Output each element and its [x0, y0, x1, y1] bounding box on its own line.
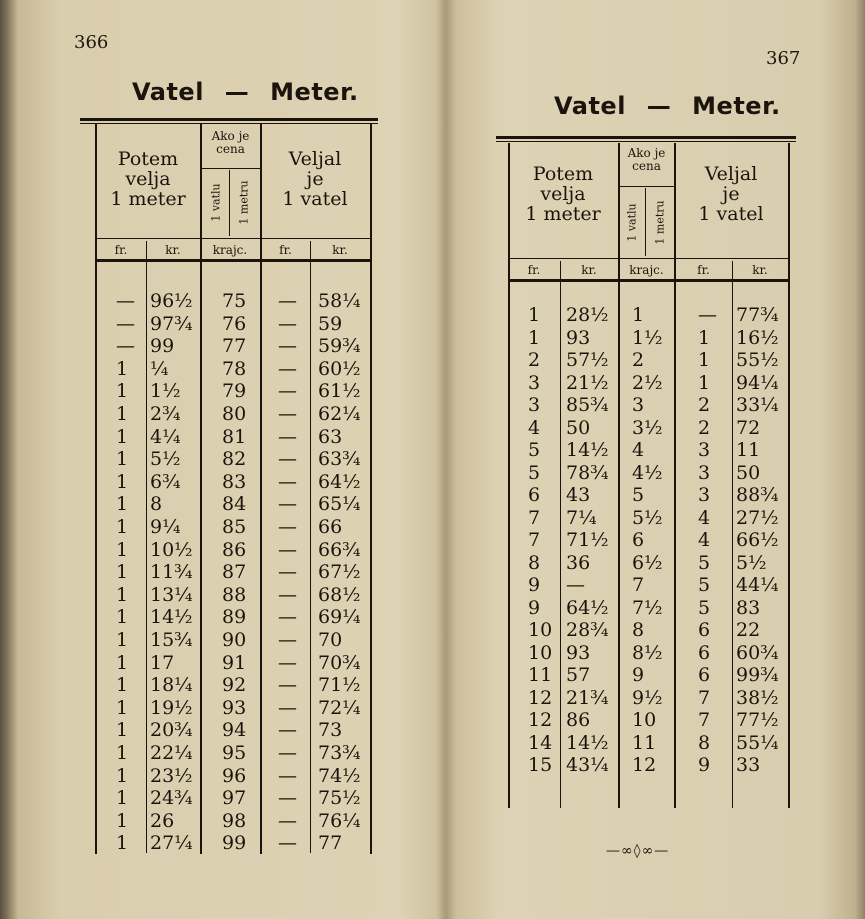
title-left: Vatel [132, 78, 204, 106]
table-cell: 11 [736, 439, 761, 461]
table-cell: 7½ [632, 596, 663, 619]
table-cell: 15 [528, 754, 553, 776]
table-cell: — [278, 357, 297, 380]
table-cell: 83 [736, 596, 761, 619]
table-cell: 19½ [150, 696, 193, 719]
table-cell: — [116, 312, 135, 335]
table-cell: 77 [318, 832, 343, 855]
table-cell: 12 [632, 754, 657, 776]
table-cell: 71½ [318, 674, 361, 697]
table-cell: 43¼ [566, 754, 609, 776]
table-cell: 99¾ [736, 664, 779, 686]
table-cell: 93 [566, 326, 591, 349]
table-cell: 15¾ [150, 629, 193, 651]
table-cell: 4 [528, 416, 541, 439]
right-page [446, 0, 865, 919]
table-cell: 7 [632, 574, 645, 596]
table-cell: 4¼ [150, 425, 181, 448]
table-cell: 70¾ [318, 651, 361, 674]
table-cell: — [278, 832, 297, 855]
table-cell: — [698, 304, 717, 326]
table-cell: 1 [116, 403, 129, 425]
unit-krajc: krajc. [629, 263, 664, 277]
table-cell: 33 [736, 754, 761, 776]
table-cell: 6 [528, 484, 541, 506]
table-cell: 66 [318, 516, 343, 538]
table-cell: — [278, 742, 297, 764]
table-cell: 1 [116, 538, 129, 561]
table-cell: 57 [566, 664, 591, 686]
table-cell: 1 [116, 696, 129, 719]
table-cell: 10 [528, 641, 553, 664]
table-cell: 94 [222, 719, 247, 742]
page-number: 367 [766, 48, 801, 69]
table-cell: 60¾ [736, 641, 779, 664]
table-cell: 73 [318, 719, 343, 742]
table-cell: 95 [222, 742, 247, 764]
table-cell: 11¾ [150, 561, 193, 584]
table-cell: 38½ [736, 686, 779, 709]
table-cell: — [278, 538, 297, 561]
table-cell: 89 [222, 606, 247, 629]
table-cell: 7 [698, 686, 711, 709]
table-cell: 13¼ [150, 583, 193, 606]
table-cell: 1 [116, 832, 129, 855]
table-cell: 64½ [318, 470, 361, 493]
unit-kr: kr. [752, 263, 768, 277]
title-right: Meter. [270, 78, 359, 106]
table-cell: 1 [116, 448, 129, 471]
page-number: 366 [74, 32, 109, 53]
table-cell: 3 [528, 394, 541, 416]
table-cell: 1 [632, 304, 645, 326]
header-metru: 1 metru [237, 180, 251, 225]
table-cell: 21½ [566, 371, 609, 394]
table-cell: — [278, 583, 297, 606]
table-cell: 12 [528, 686, 553, 709]
table-cell: 14½ [566, 731, 609, 754]
table-cell: 75½ [318, 787, 361, 810]
table-cell: — [278, 629, 297, 651]
table-cell: 75 [222, 290, 247, 312]
table-cell: 1 [116, 764, 129, 787]
table-cell: 1 [528, 326, 541, 349]
table-cell: 66¾ [318, 538, 361, 561]
table-cell: 6 [698, 619, 711, 641]
table-cell: — [278, 561, 297, 584]
table-cell: 72¼ [318, 696, 361, 719]
table-cell: 4 [632, 439, 645, 461]
table-cell: — [278, 470, 297, 493]
table-cell: 1 [116, 674, 129, 697]
table-cell: 7 [528, 529, 541, 551]
table-cell: 36 [566, 551, 591, 574]
table-cell: 97 [222, 787, 247, 810]
table-cell: 73¾ [318, 742, 361, 764]
table-cell: — [278, 764, 297, 787]
table-cell: 27¼ [150, 832, 193, 855]
table-cell: 1 [116, 561, 129, 584]
table-cell: 69¼ [318, 606, 361, 629]
table-cell: 71½ [566, 529, 609, 551]
table-cell: 9¼ [150, 516, 181, 538]
table-cell: — [116, 290, 135, 312]
table-cell: 5 [698, 596, 711, 619]
header-veljal: Veljal je 1 vatel [282, 148, 348, 210]
table-cell: 14½ [150, 606, 193, 629]
table-cell: 8 [528, 551, 541, 574]
unit-fr: fr. [697, 263, 710, 277]
table-cell: 78¾ [566, 461, 609, 484]
table-cell: 10½ [150, 538, 193, 561]
table-cell: 1 [116, 425, 129, 448]
table-cell: 59 [318, 312, 343, 335]
table-cell: — [278, 290, 297, 312]
table-cell: — [278, 719, 297, 742]
table-cell: 1 [116, 470, 129, 493]
table-cell: 50 [566, 416, 591, 439]
table-cell: 6 [698, 641, 711, 664]
table-cell: 10 [528, 619, 553, 641]
table-cell: 4 [698, 529, 711, 551]
table-cell: 91 [222, 651, 247, 674]
table-cell: 8 [632, 619, 645, 641]
table-cell: 1 [116, 787, 129, 810]
table-cell: 83 [222, 470, 247, 493]
table-cell: 2¾ [150, 403, 181, 425]
table-cell: — [278, 651, 297, 674]
table-cell: 5 [632, 484, 645, 506]
table-cell: 62¼ [318, 403, 361, 425]
table-cell: 3 [632, 394, 645, 416]
table-cell: 55½ [736, 349, 779, 371]
table-cell: 1 [116, 516, 129, 538]
table-cell: — [278, 380, 297, 403]
table-cell: — [278, 403, 297, 425]
table-cell: 6¾ [150, 470, 181, 493]
table-cell: 6½ [632, 551, 663, 574]
header-potem: Potem velja 1 meter [110, 148, 186, 210]
table-cell: 59¾ [318, 335, 361, 358]
table-cell: 1 [116, 651, 129, 674]
table-cell: 14½ [566, 439, 609, 461]
table-cell: — [278, 312, 297, 335]
table-cell: 72 [736, 416, 761, 439]
table-cell: 76 [222, 312, 247, 335]
table-cell: 1 [528, 304, 541, 326]
table-cell: 96½ [150, 290, 193, 312]
table-cell: 63¾ [318, 448, 361, 471]
table-cell: 28¾ [566, 619, 609, 641]
table-cell: 12 [528, 709, 553, 731]
table-cell: — [278, 674, 297, 697]
table-cell: 17 [150, 651, 175, 674]
title-dash: — [224, 78, 250, 106]
header-vatlu: 1 vatlu [209, 183, 223, 222]
unit-kr: kr. [581, 263, 597, 277]
table-cell: 2½ [632, 371, 663, 394]
table-cell: 7 [528, 506, 541, 529]
table-cell: 2 [528, 349, 541, 371]
table-cell: 74½ [318, 764, 361, 787]
table-cell: 77 [222, 335, 247, 358]
table-cell: — [278, 335, 297, 358]
table-cell: 22¼ [150, 742, 193, 764]
table-cell: 24¾ [150, 787, 193, 810]
table-cell: 99 [150, 335, 175, 358]
table-cell: 18¼ [150, 674, 193, 697]
table-cell: 5 [698, 551, 711, 574]
table-cell: — [278, 516, 297, 538]
unit-krajc: krajc. [212, 243, 248, 257]
table-cell: 67½ [318, 561, 361, 584]
table-cell: 1 [116, 629, 129, 651]
table-cell: 3½ [632, 416, 663, 439]
table-cell: 85 [222, 516, 247, 538]
table-cell: 8 [150, 493, 163, 516]
title-left: Vatel [554, 92, 626, 120]
table-cell: 28½ [566, 304, 609, 326]
table-cell: 5 [528, 461, 541, 484]
table-cell: 87 [222, 561, 247, 584]
table-cell: 1 [116, 809, 129, 832]
table-cell: — [278, 606, 297, 629]
table-cell: 55¼ [736, 731, 779, 754]
table-cell: 11 [528, 664, 553, 686]
table-cell: 20¾ [150, 719, 193, 742]
table-cell: 1 [698, 326, 711, 349]
table-cell: 1 [116, 719, 129, 742]
table-cell: 77¾ [736, 304, 779, 326]
table-cell: 97¾ [150, 312, 193, 335]
table-cell: 22 [736, 619, 761, 641]
table-cell: 7 [698, 709, 711, 731]
table-cell: — [278, 809, 297, 832]
table-cell: 66½ [736, 529, 779, 551]
table-cell: 8½ [632, 641, 663, 664]
table-cell: 70 [318, 629, 343, 651]
table-cell: 2 [632, 349, 645, 371]
table-cell: 9 [632, 664, 645, 686]
table-cell: 84 [222, 493, 247, 516]
table-cell: 81 [222, 425, 247, 448]
table-cell: 44¼ [736, 574, 779, 596]
table-cell: 88 [222, 583, 247, 606]
unit-fr: fr. [114, 243, 128, 257]
table-cell: 96 [222, 764, 247, 787]
table-cell: 3 [698, 439, 711, 461]
table-cell: 5 [698, 574, 711, 596]
table-cell: 85¾ [566, 394, 609, 416]
table-cell: 86 [566, 709, 591, 731]
table-cell: 2 [698, 416, 711, 439]
table-cell: 90 [222, 629, 247, 651]
table-cell: 82 [222, 448, 247, 471]
table-cell: 11 [632, 731, 657, 754]
table-cell: 1 [116, 583, 129, 606]
header-ako-je-cena: Ako je cena [211, 129, 250, 157]
table-cell: 99 [222, 832, 247, 855]
table-cell: 3 [528, 371, 541, 394]
header-metru: 1 metru [653, 200, 667, 245]
table-cell: 1 [116, 380, 129, 403]
table-cell: 5½ [150, 448, 181, 471]
table-cell: 1 [116, 742, 129, 764]
header-veljal: Veljal je 1 vatel [698, 163, 764, 225]
table-cell: 80 [222, 403, 247, 425]
table-cell: 9 [528, 574, 541, 596]
table-cell: 26 [150, 809, 175, 832]
table-cell: 58¼ [318, 290, 361, 312]
header-ako-je-cena: Ako je cena [627, 146, 666, 174]
table-cell: 63 [318, 425, 343, 448]
table-cell: 1 [116, 493, 129, 516]
table-cell: 43 [566, 484, 591, 506]
table-cell: 50 [736, 461, 761, 484]
table-cell: 2 [698, 394, 711, 416]
table-cell: 57½ [566, 349, 609, 371]
table-cell: 68½ [318, 583, 361, 606]
table-cell: 61½ [318, 380, 361, 403]
table-cell: 9 [528, 596, 541, 619]
table-cell: 14 [528, 731, 553, 754]
table-cell: 10 [632, 709, 657, 731]
table-cell: 76¼ [318, 809, 361, 832]
table-cell: 98 [222, 809, 247, 832]
header-vatlu: 1 vatlu [625, 203, 639, 242]
table-cell: 78 [222, 357, 247, 380]
table-cell: — [566, 574, 585, 596]
unit-fr: fr. [279, 243, 292, 257]
table-cell: 16½ [736, 326, 779, 349]
title-dash: — [646, 92, 672, 120]
title-right: Meter. [692, 92, 781, 120]
table-cell: 60½ [318, 357, 361, 380]
table-cell: 94¼ [736, 371, 779, 394]
table-cell: 3 [698, 461, 711, 484]
table-cell: 79 [222, 380, 247, 403]
ornament: —∞◊∞— [606, 843, 670, 859]
table-cell: 23½ [150, 764, 193, 787]
table-cell: — [278, 696, 297, 719]
table-cell: — [278, 787, 297, 810]
table-cell: 9 [698, 754, 711, 776]
unit-kr: kr. [165, 243, 181, 257]
table-cell: — [116, 335, 135, 358]
table-cell: 4 [698, 506, 711, 529]
table-cell: 65¼ [318, 493, 361, 516]
header-potem: Potem velja 1 meter [525, 163, 601, 225]
table-cell: 1 [116, 606, 129, 629]
table-cell: 5 [528, 439, 541, 461]
table-cell: 4½ [632, 461, 663, 484]
table-cell: 92 [222, 674, 247, 697]
table-cell: 1 [698, 371, 711, 394]
table-cell: 8 [698, 731, 711, 754]
table-cell: 77½ [736, 709, 779, 731]
unit-kr: kr. [332, 243, 348, 257]
table-cell: 93 [566, 641, 591, 664]
table-cell: ¼ [150, 357, 169, 380]
table-cell: 21¾ [566, 686, 609, 709]
table-cell: 64½ [566, 596, 609, 619]
table-cell: 1½ [632, 326, 663, 349]
table-cell: 27½ [736, 506, 779, 529]
table-cell: 7¼ [566, 506, 597, 529]
table-cell: — [278, 448, 297, 471]
table-cell: 33¼ [736, 394, 779, 416]
table-cell: 5½ [736, 551, 767, 574]
table-cell: 6 [632, 529, 645, 551]
table-cell: 86 [222, 538, 247, 561]
table-cell: 9½ [632, 686, 663, 709]
table-cell: — [278, 425, 297, 448]
table-cell: 88¾ [736, 484, 779, 506]
table-cell: 1 [116, 357, 129, 380]
unit-fr: fr. [527, 263, 541, 277]
table-cell: 1 [698, 349, 711, 371]
table-cell: 5½ [632, 506, 663, 529]
table-cell: 6 [698, 664, 711, 686]
table-cell: — [278, 493, 297, 516]
table-cell: 93 [222, 696, 247, 719]
table-cell: 3 [698, 484, 711, 506]
table-cell: 1½ [150, 380, 181, 403]
conversion-table [446, 0, 865, 919]
